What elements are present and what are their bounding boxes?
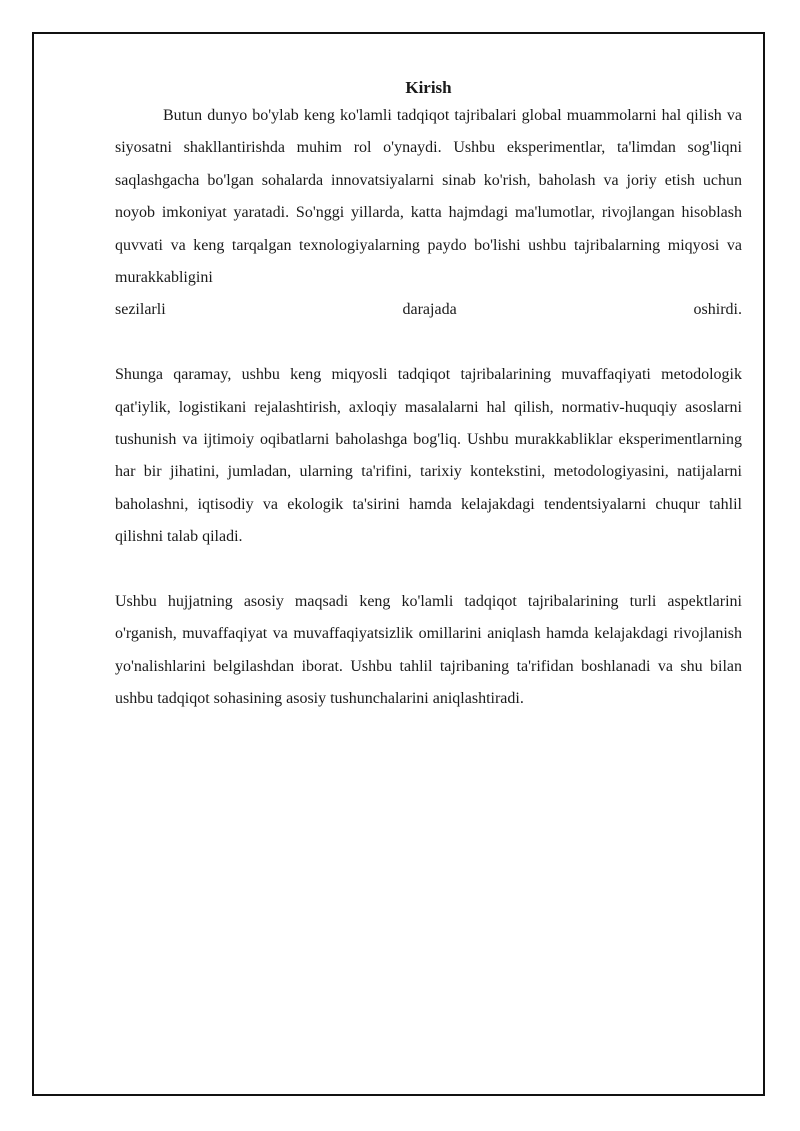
paragraph-3: Ushbu hujjatning asosiy maqsadi keng ko'lamli tadqiqot tajribalarining turli aspektlarini o'rganish, muvaffaqiyat va muvaffaqiyatsizlik omillarini aniqlash hamda kelajakdagi rivojlanish yo'nalishlarini belgilashdan iborat. Ushbu tahlil tajribaning ta'rifidan boshlanadi va shu bilan ushbu tadqiqot sohasining asosiy tushunchalarini aniqlashtiradi.: [115, 593, 742, 708]
page-title: Kirish: [405, 78, 452, 97]
last-word-3: oshirdi.: [693, 301, 742, 319]
paragraph-1: Butun dunyo bo'ylab keng ko'lamli tadqiqot tajribalari global muammolarni hal qilish va siyosatni shakllantirishda muhim rol o'ynaydi. Ushbu eksperimentlar, ta'limdan sog'liqni saqlashgacha bo'lgan sohalarda innovatsiyalarni sinab ko'rish, baholash va joriy etish uchun noyob imkoniyat yaratadi. So'nggi yillarda, katta hajmdagi ma'lumotlar, rivojlangan hisoblash quvvati va keng tarqalgan texnologiyalarning paydo bo'lishi ushbu tajribalarning miqyosi va murakkabligini: [115, 107, 742, 287]
paragraph-1-last-line: [115, 294, 742, 326]
document-body: [115, 76, 742, 716]
last-word-2: darajada: [402, 301, 457, 319]
paragraph-2: Shunga qaramay, ushbu keng miqyosli tadqiqot tajribalarining muvaffaqiyati metodologik qat'iylik, logistikani rejalashtirish, axloqiy masalalarni hal qilish, normativ-huquqiy asoslarni tushunish va ijtimoiy oqibatlarni baholashga bog'liq. Ushbu murakkabliklar eksperimentlarning har bir jihatini, jumladan, ularning ta'rifini, tarixiy kontekstini, metodologiyasini, natijalarni baholashni, iqtisodiy va ekologik ta'sirini hamda kelajakdagi tendentsiyalarni chuqur tahlil qilishni talab qiladi.: [115, 366, 742, 546]
last-word-1: sezilarli: [115, 301, 166, 319]
